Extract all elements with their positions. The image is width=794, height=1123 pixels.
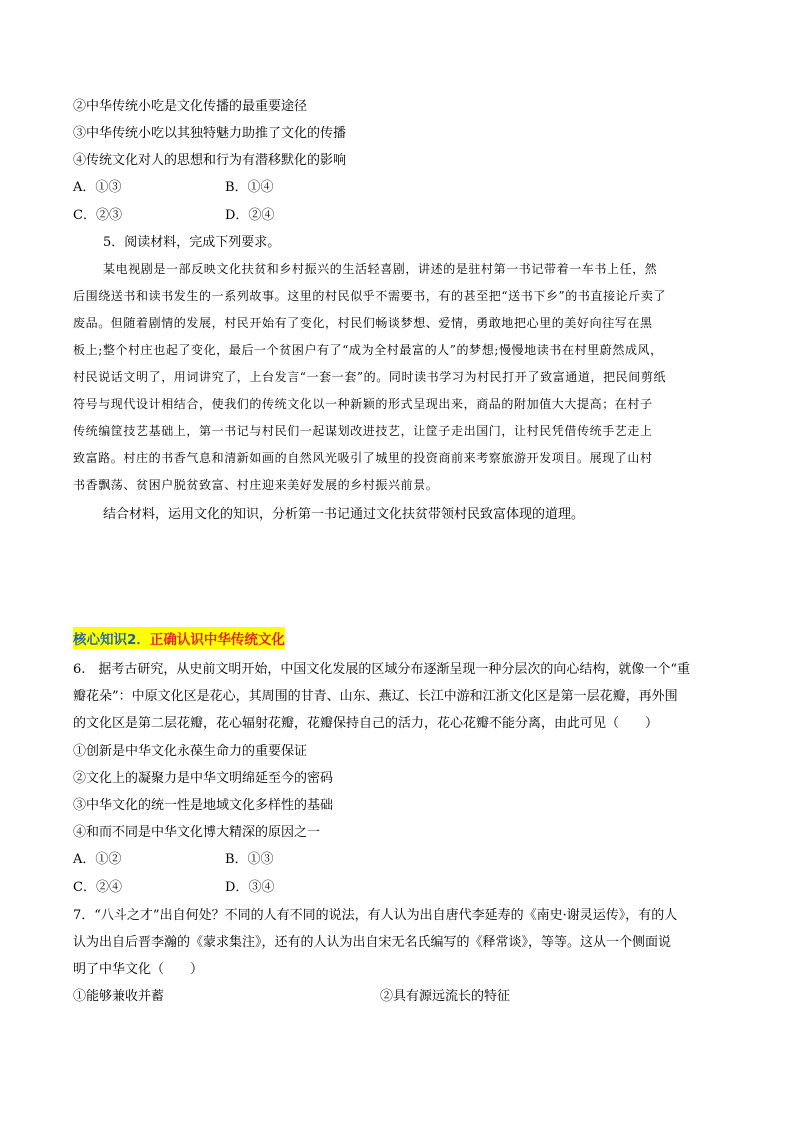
q4-option-2: ②中华传统小吃是文化传播的最重要途径 — [73, 99, 308, 114]
q5-material-line: 某电视剧是一部反映文化扶贫和乡村振兴的生活轻喜剧，讲述的是驻村第一书记带着一车书上任，然 — [103, 262, 658, 276]
q7-option-1: ①能够兼收并蓄 — [73, 989, 165, 1004]
q5-intro: 5．阅读材料，完成下列要求。 — [103, 235, 281, 250]
q5-question: 结合材料，运用文化的知识，分析第一书记通过文化扶贫带领村民致富体现的道理。 — [103, 507, 585, 522]
q6-stem-line: 6. 据考古研究，从史前文明开始，中国文化发展的区域分布逐渐呈现一种分层次的向心结构，就像一个“重 — [73, 662, 691, 677]
q5-material-line: 传统编筐技艺基础上，第一书记与村民们一起谋划改进技艺，让筐子走出国门，让村民凭借传统手艺走上 — [73, 424, 653, 438]
q6-option-2: ②文化上的凝聚力是中华文明绵延至今的密码 — [73, 771, 334, 786]
q7-option-2: ②具有源远流长的特征 — [380, 989, 511, 1004]
q4-choice-d: D．②④ — [225, 208, 275, 223]
section-title: 正确认识中华传统文化 — [149, 632, 285, 648]
q5-material-line: 板上;整个村庄也起了变化，最后一个贫困户有了“成为全村最富的人”的梦想;慢慢地读书在村里蔚然成风， — [73, 343, 663, 357]
section-heading — [73, 627, 285, 649]
q6-option-4: ④和而不同是中华文化博大精深的原因之一 — [73, 825, 321, 840]
q4-choice-b: B．①④ — [225, 180, 274, 195]
q6-choice-b: B．①③ — [225, 852, 274, 867]
q5-material-line: 书香飘荡、贫困户脱贫致富、村庄迎来美好发展的乡村振兴前景。 — [73, 478, 439, 492]
q5-material-line: 致富路。村庄的书香气息和清新如画的自然风光吸引了城里的投资商前来考察旅游开发项目。展现了山村 — [73, 451, 653, 465]
q5-material-line: 村民说话文明了，用词讲究了，上台发言“一套一套”的。同时读书学习为村民打开了致富通道，把民间剪纸 — [73, 370, 667, 384]
q4-choice-c: C．②③ — [73, 208, 122, 223]
q7-stem-line: 7．“八斗之才”出自何处？不同的人有不同的说法，有人认为出自唐代李延寿的《南史·谢灵运传》，有的人 — [73, 908, 678, 923]
q7-stem-line: 认为出自后晋李瀚的《蒙求集注》，还有的人认为出自宋无名氏编写的《释常谈》，等等。这从一个侧面说 — [73, 935, 672, 950]
q4-choice-a: A．①③ — [73, 180, 122, 195]
q5-material-line: 废品。但随着剧情的发展，村民开始有了变化，村民们畅谈梦想、爱情，勇敢地把心里的美好向往写在黑 — [73, 316, 653, 330]
q6-option-1: ①创新是中华文化永葆生命力的重要保证 — [73, 744, 308, 759]
q6-stem-line: 的文化区是第二层花瓣，花心辐射花瓣，花瓣保持自己的活力，花心花瓣不能分离，由此可见（ ） — [73, 716, 659, 731]
q6-option-3: ③中华文化的统一性是地域文化多样性的基础 — [73, 798, 334, 813]
q6-choice-a: A．①② — [73, 852, 122, 867]
q6-choice-c: C．②④ — [73, 880, 122, 895]
q6-choice-d: D．③④ — [225, 880, 275, 895]
q4-option-3: ③中华传统小吃以其独特魅力助推了文化的传播 — [73, 126, 347, 141]
q5-material-line: 后围绕送书和读书发生的一系列故事。这里的村民似乎不需要书，有的甚至把“送书下乡”的书直接论斤卖了 — [73, 289, 667, 303]
section-label: 核心知识2． — [73, 632, 150, 648]
q7-stem-line: 明了中华文化（ ） — [73, 962, 204, 977]
q5-material-line: 符号与现代设计相结合，使我们的传统文化以一种新颖的形式呈现出来，商品的附加值大大提高；在村子 — [73, 397, 653, 411]
q6-stem-line: 瓣花朵”：中原文化区是花心，其周围的甘青、山东、燕辽、长江中游和江浙文化区是第一层花瓣，再外围 — [73, 689, 678, 704]
q4-option-4: ④传统文化对人的思想和行为有潜移默化的影响 — [73, 153, 347, 168]
